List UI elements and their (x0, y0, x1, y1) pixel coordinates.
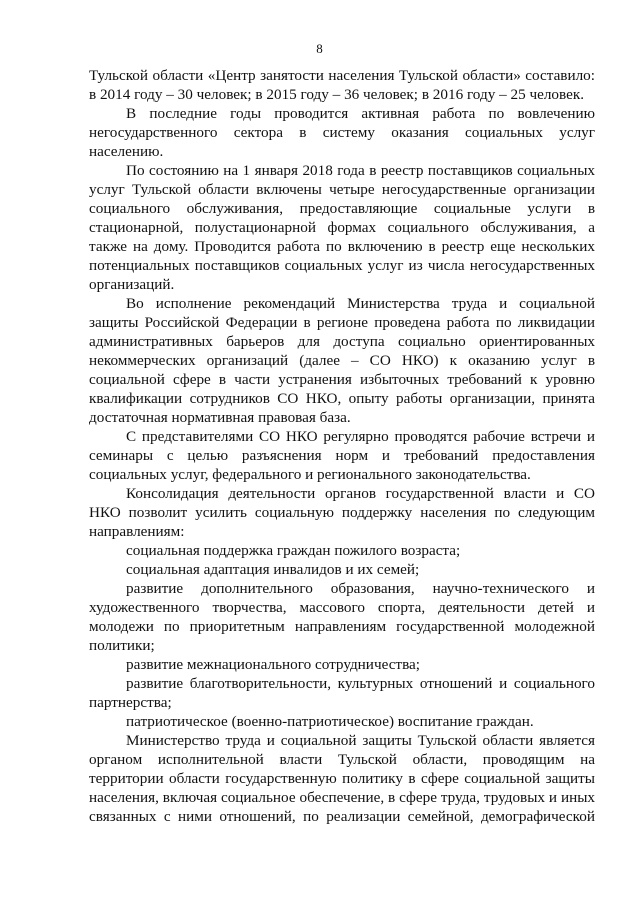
text-line: развитие межнационального сотрудничества; (126, 656, 421, 673)
page-number: 8 (316, 41, 323, 56)
text-line: социальной сфере в части устранения избыточных требований к уровню (89, 371, 595, 388)
text-line: потенциальных поставщиков социальных услуг из числа негосударственных (89, 257, 595, 274)
text-line: социальных услуг, федерального и регионального законодательства. (89, 466, 531, 483)
text-line: территории области государственную политику в сфере социальной защиты (89, 770, 595, 787)
text-line: органом исполнительной власти Тульской области, проводящим на (89, 751, 595, 768)
text-line: Консолидация деятельности органов государственной власти и СО (126, 485, 595, 502)
text-line: защиты Российской Федерации в регионе проведена работа по ликвидации (89, 314, 595, 331)
text-line: некоммерческих организаций (далее – СО НКО) к оказанию услуг в (89, 352, 595, 369)
text-line: патриотическое (военно-патриотическое) воспитание граждан. (126, 713, 534, 730)
text-line: С представителями СО НКО регулярно проводятся рабочие встречи и (126, 428, 595, 445)
text-line: развитие дополнительного образования, научно-технического и (126, 580, 595, 597)
text-line: направлениям: (89, 523, 185, 540)
text-line: связанных с ними отношений, по реализации семейной, демографической (89, 808, 595, 825)
text-line: По состоянию на 1 января 2018 года в реестр поставщиков социальных (126, 162, 595, 179)
text-line: административных барьеров для доступа социально ориентированных (89, 333, 595, 350)
text-line: достаточная нормативная правовая база. (89, 409, 351, 426)
text-line: социальная адаптация инвалидов и их семей; (126, 561, 420, 578)
text-line: социальная поддержка граждан пожилого возраста; (126, 542, 461, 559)
text-line: НКО позволит усилить социальную поддержку населения по следующим (89, 504, 595, 521)
text-line: услуг Тульской области включены четыре негосударственные организации (89, 181, 595, 198)
text-line: развитие благотворительности, культурных отношений и социального (126, 675, 595, 692)
text-line: художественного творчества, массового спорта, деятельности детей и (89, 599, 595, 616)
text-line: в 2014 году – 30 человек; в 2015 году – 36 человек; в 2016 году – 25 человек. (89, 86, 585, 103)
text-line: партнерства; (89, 694, 172, 711)
text-line: Тульской области «Центр занятости населения Тульской области» составило: (89, 67, 595, 84)
text-line: организаций. (89, 276, 175, 293)
text-line: семинары с целью разъяснения норм и требований предоставления (89, 447, 595, 464)
text-line: политики; (89, 637, 155, 654)
document-body (89, 66, 595, 826)
text-line: населению. (89, 143, 164, 160)
text-line: негосударственного сектора в систему оказания социальных услуг (89, 124, 595, 141)
text-line: молодежи по приоритетным направлениям государственной молодежной (89, 618, 595, 635)
text-line: квалификации сотрудников СО НКО, опыту работы организации, принята (89, 390, 595, 407)
text-line: В последние годы проводится активная работа по вовлечению (126, 105, 595, 122)
text-line: Во исполнение рекомендаций Министерства труда и социальной (126, 295, 595, 312)
text-line: стационарной, полустационарной формах социального обслуживания, а (89, 219, 595, 236)
text-line: также на дому. Проводится работа по включению в реестр еще нескольких (89, 238, 595, 255)
text-line: социального обслуживания, предоставляющие социальные услуги в (89, 200, 595, 217)
text-line: населения, включая социальное обеспечение, в сфере труда, трудовых и иных (89, 789, 595, 806)
text-line: Министерство труда и социальной защиты Тульской области является (126, 732, 595, 749)
